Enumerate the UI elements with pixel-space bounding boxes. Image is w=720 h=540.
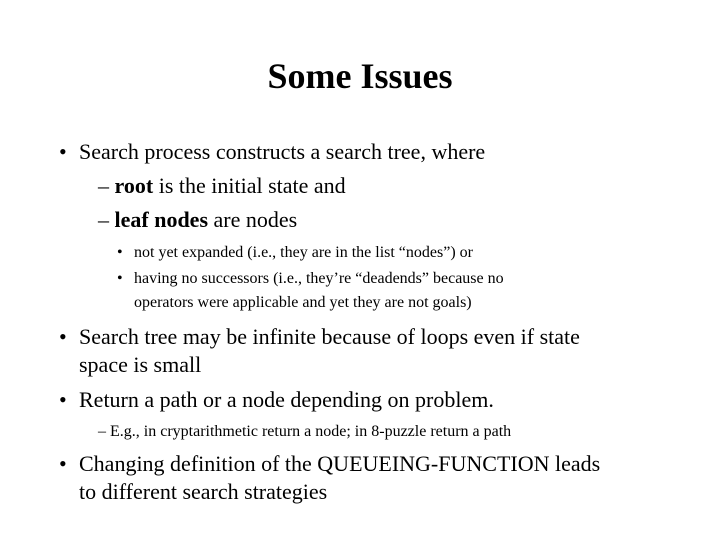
bullet-icon: • bbox=[59, 139, 67, 164]
sub-item-bold: leaf nodes bbox=[114, 207, 208, 232]
bullet-text: Search process constructs a search tree, where bbox=[79, 139, 486, 164]
bullet-text: to different search strategies bbox=[79, 479, 328, 504]
bullet-icon: • bbox=[117, 270, 123, 287]
dash-icon: – bbox=[98, 173, 115, 198]
bullet-item-return-path bbox=[59, 386, 494, 414]
bullet-icon: • bbox=[117, 244, 123, 261]
slide-title: Some Issues bbox=[267, 56, 453, 96]
bullet-icon: • bbox=[59, 451, 67, 476]
dash-icon: – bbox=[98, 207, 115, 232]
subsub-item-not-expanded bbox=[117, 241, 473, 265]
subsub-item-text: having no successors (i.e., they’re “deadends” because no bbox=[134, 270, 504, 287]
subsub-item-text: not yet expanded (i.e., they are in the list “nodes”) or bbox=[134, 244, 473, 261]
bullet-icon: • bbox=[59, 387, 67, 412]
bullet-text: Search tree may be infinite because of loops even if state bbox=[79, 324, 580, 349]
bullet-continuation bbox=[79, 478, 327, 506]
sub-item-text: is the initial state and bbox=[153, 173, 346, 198]
sub-item-leaf-nodes bbox=[98, 206, 297, 234]
sub-item-text: E.g., in cryptarithmetic return a node; in 8-puzzle return a path bbox=[110, 423, 512, 440]
sub-item-text: are nodes bbox=[208, 207, 298, 232]
sub-item-root bbox=[98, 172, 346, 200]
subsub-item-no-successors bbox=[117, 267, 504, 291]
subsub-item-continuation bbox=[134, 291, 472, 315]
bullet-text: Changing definition of the QUEUEING-FUNCTION leads bbox=[79, 451, 601, 476]
sub-item-example bbox=[98, 420, 511, 444]
bullet-icon: • bbox=[59, 324, 67, 349]
sub-item-bold: root bbox=[114, 173, 154, 198]
bullet-text: Return a path or a node depending on problem. bbox=[79, 387, 494, 412]
bullet-item-infinite-tree bbox=[59, 323, 580, 351]
bullet-item-queueing-function bbox=[59, 450, 601, 478]
bullet-continuation bbox=[79, 351, 201, 379]
subsub-item-text: operators were applicable and yet they are not goals) bbox=[134, 294, 472, 311]
bullet-item-search-process bbox=[59, 138, 486, 166]
dash-icon: – bbox=[98, 423, 110, 440]
bullet-text: space is small bbox=[79, 352, 202, 377]
